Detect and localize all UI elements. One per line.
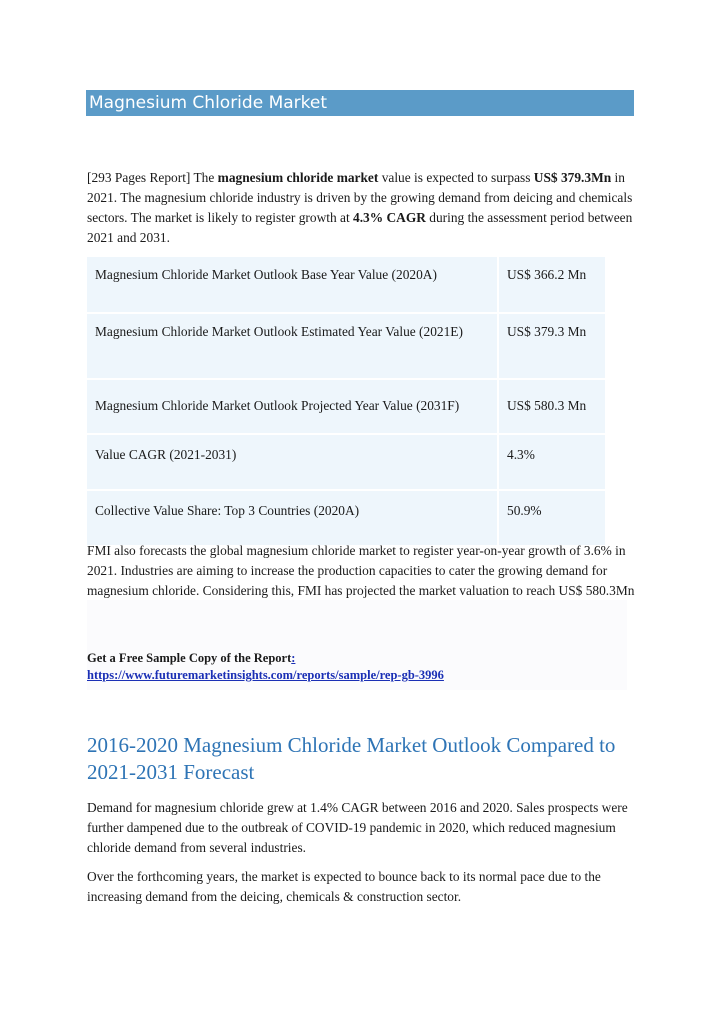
table-row [87, 313, 605, 379]
table-cell-value: 4.3% [498, 434, 605, 490]
table-cell-label: Collective Value Share: Top 3 Countries (2020A) [87, 490, 498, 546]
section-heading: 2016-2020 Magnesium Chloride Market Outlook Compared to 2021-2031 Forecast [87, 733, 616, 784]
table-cell-value: US$ 366.2 Mn [498, 257, 605, 313]
intro-text: in 2021. The magnesium chloride industry is driven by the growing demand from deicing and chemicals sectors. The market is likely to register growth at [87, 170, 633, 225]
intro-bold-market: magnesium chloride market [217, 170, 379, 185]
table-cell-value: 50.9% [498, 490, 605, 546]
table-row [87, 434, 605, 490]
table-cell-value: US$ 379.3 Mn [498, 313, 605, 379]
sample-request [87, 650, 444, 684]
table-row [87, 257, 605, 313]
forecast-paragraph: FMI also forecasts the global magnesium chloride market to register year-on-year growth of 3.6% in 2021. Industries are aiming to increase the production capacities to cater the growing demand for magnesium chloride. Considering this, FMI has projected the market valuation to reach US$ 580.3Mn [87, 543, 635, 598]
table-cell-label: Magnesium Chloride Market Outlook Projected Year Value (2031F) [87, 379, 498, 434]
market-stats-table [87, 257, 605, 547]
intro-text: [293 Pages Report] The [87, 170, 218, 185]
table-cell-value: US$ 580.3 Mn [498, 379, 605, 434]
table-row [87, 379, 605, 434]
page-title: Magnesium Chloride Market [86, 90, 634, 116]
sample-colon: : [291, 651, 296, 665]
outlook-paragraph: Over the forthcoming years, the market is expected to bounce back to its normal pace due to the increasing demand from the deicing, chemicals & construction sector. [87, 869, 601, 904]
sample-label: Get a Free Sample Copy of the Report [87, 651, 292, 665]
demand-paragraph: Demand for magnesium chloride grew at 1.4% CAGR between 2016 and 2020. Sales prospects were further dampened due to the outbreak of COVID-19 pandemic in 2020, which reduced magnesium chloride demand from several industries. [87, 800, 628, 855]
table-cell-label: Magnesium Chloride Market Outlook Estimated Year Value (2021E) [87, 313, 498, 379]
table-row [87, 490, 605, 546]
sample-link[interactable]: https://www.futuremarketinsights.com/reports/sample/rep-gb-3996 [87, 668, 444, 682]
table-cell-label: Value CAGR (2021-2031) [87, 434, 498, 490]
intro-text: value is expected to surpass [378, 170, 534, 185]
intro-text: during the assessment period between 2021 and 2031. [87, 210, 633, 245]
intro-paragraph [87, 168, 635, 248]
intro-bold-value: US$ 379.3Mn [533, 170, 612, 185]
intro-bold-cagr: 4.3% CAGR [353, 210, 426, 225]
table-cell-label: Magnesium Chloride Market Outlook Base Year Value (2020A) [87, 257, 498, 313]
